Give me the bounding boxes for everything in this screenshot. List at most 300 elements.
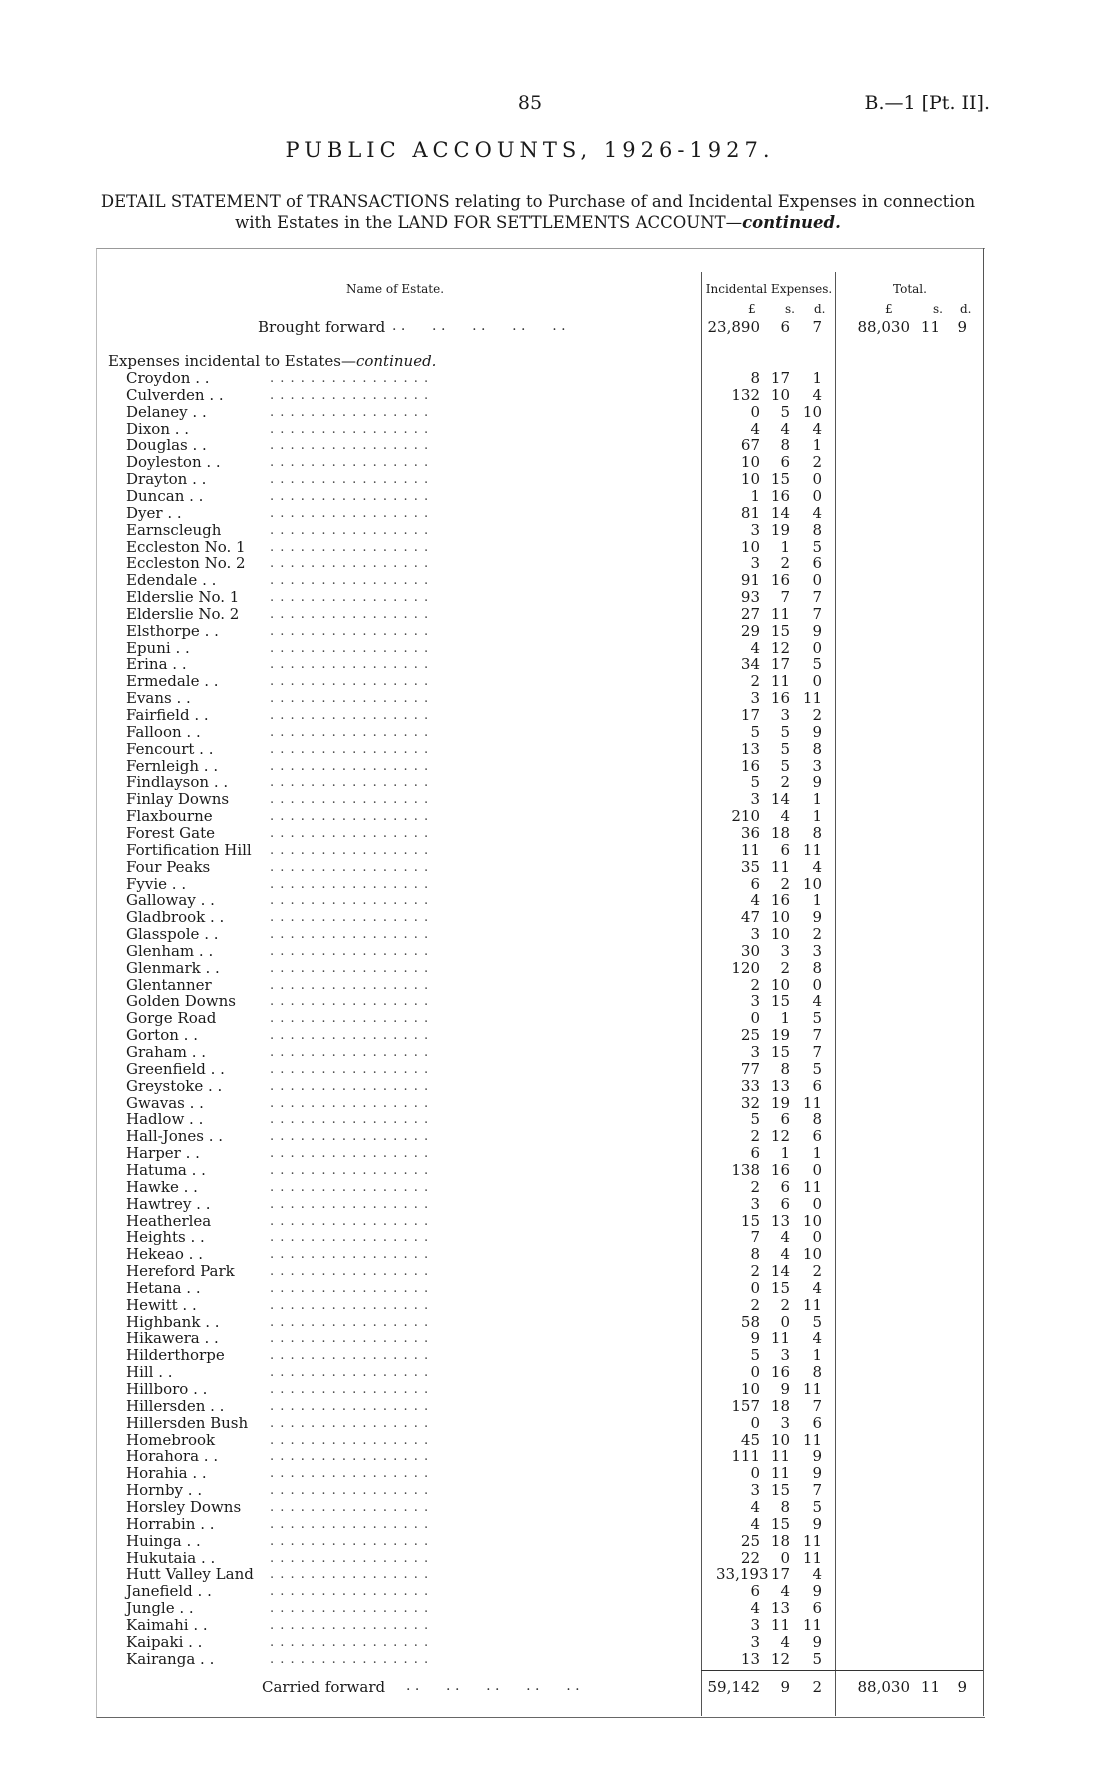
estate-name: Earnscleugh [126,520,222,539]
amount-shillings: 1 [780,1009,790,1028]
amount-pence: 4 [812,1565,822,1584]
estate-name: Huinga . . [126,1531,201,1550]
table-row [0,437,1114,454]
estate-name: Hadlow . . [126,1110,204,1129]
leader-dots: . . . . . . . . . . . . . . . . [270,1331,430,1347]
amount-pence: 6 [812,1413,822,1432]
amount-shillings: 11 [770,1615,790,1634]
carried-forward-total-shillings: 11 [920,1678,940,1696]
unit-shillings-incidental: s. [785,302,795,316]
table-row [0,1280,1114,1297]
amount-pence: 9 [812,1514,822,1533]
amount-shillings: 1 [780,1144,790,1163]
brought-forward-incidental-shillings: 6 [780,318,790,336]
table-row [0,1516,1114,1533]
table-row [0,1162,1114,1179]
estate-name: Evans . . [126,689,191,708]
leader-dots: . . . . . . . . . . . . . . . . [270,505,430,521]
amount-pence: 5 [812,1312,822,1331]
amount-pounds: 10 [740,1380,760,1398]
amount-pounds: 6 [750,1582,760,1601]
carried-forward-total-pounds: 88,030 [857,1678,910,1696]
table-row [0,1061,1114,1078]
amount-shillings: 3 [780,1346,790,1365]
table-row [0,640,1114,657]
estate-name: Eccleston No. 1 [126,537,246,556]
carried-forward-dots: . . . . . . . . . . [406,1678,580,1694]
amount-pounds: 30 [740,941,760,960]
estate-name: Four Peaks [126,857,211,876]
amount-pence: 7 [812,1026,822,1045]
amount-pence: 6 [812,1127,822,1146]
estate-name: Horahia . . [126,1464,207,1483]
estate-name: Hutt Valley Land [126,1565,254,1584]
amount-pence: 10 [802,402,822,421]
table-row [0,454,1114,471]
estate-name: Glasspole . . [126,925,219,944]
estate-name: Hatuma . . [126,1160,206,1179]
leader-dots: . . . . . . . . . . . . . . . . [270,1634,430,1650]
amount-shillings: 8 [780,1059,790,1078]
leader-dots: . . . . . . . . . . . . . . . . [270,1398,430,1414]
table-row [0,960,1114,977]
amount-pounds: 15 [740,1211,760,1230]
estate-name: Jungle . . [126,1599,194,1618]
amount-pence: 3 [812,756,822,775]
leader-dots: . . . . . . . . . . . . . . . . [270,1466,430,1482]
leader-dots: . . . . . . . . . . . . . . . . [270,1516,430,1532]
estate-name: Hikawera . . [126,1329,219,1348]
amount-pence: 5 [812,1059,822,1078]
amount-pounds: 3 [750,1043,760,1061]
leader-dots: . . . . . . . . . . . . . . . . [270,1112,430,1128]
table-row [0,758,1114,775]
leader-dots: . . . . . . . . . . . . . . . . [270,876,430,892]
leader-dots: . . . . . . . . . . . . . . . . [270,1213,430,1229]
amount-pounds: 7 [750,1228,760,1247]
table-row [0,1330,1114,1347]
estate-name: Golden Downs [126,992,236,1011]
amount-pounds: 4 [750,1497,760,1516]
table-row [0,1196,1114,1213]
estate-name: Hewitt . . [126,1295,197,1314]
table-row [0,1229,1114,1246]
amount-pence: 6 [812,1599,822,1618]
amount-shillings: 16 [770,891,790,910]
amount-pounds: 5 [750,773,760,792]
estate-name: Hill . . [126,1363,173,1382]
amount-pounds: 0 [750,1363,760,1382]
estate-name: Horrabin . . [126,1514,215,1533]
amount-shillings: 15 [770,1278,790,1297]
estate-name: Douglas . . [126,436,207,455]
leader-dots: . . . . . . . . . . . . . . . . [270,1179,430,1195]
leader-dots: . . . . . . . . . . . . . . . . [270,590,430,606]
amount-pence: 0 [812,486,822,505]
amount-shillings: 16 [770,571,790,590]
amount-shillings: 10 [770,975,790,994]
estate-name: Hawtrey . . [126,1194,211,1213]
amount-pence: 5 [812,1649,822,1668]
amount-shillings: 4 [780,1632,790,1651]
amount-shillings: 6 [780,453,790,472]
amount-pence: 0 [812,672,822,691]
leader-dots: . . . . . . . . . . . . . . . . [270,1247,430,1263]
section-label: Expenses incidental to Estates— [108,352,356,370]
amount-pence: 11 [802,1295,822,1314]
header-incidental-expenses: Incidental Expenses. [705,282,833,296]
table-row [0,859,1114,876]
table-row [0,1179,1114,1196]
leader-dots: . . . . . . . . . . . . . . . . [270,404,430,420]
amount-pence: 10 [802,874,822,893]
amount-pence: 4 [812,385,822,404]
leader-dots: . . . . . . . . . . . . . . . . [270,1415,430,1431]
table-row [0,1566,1114,1583]
unit-pence-total: d. [960,302,972,316]
estate-name: Gorge Road [126,1009,217,1028]
table-row [0,505,1114,522]
amount-pounds: 81 [740,503,760,522]
estate-name: Falloon . . [126,722,201,741]
table-row [0,1314,1114,1331]
amount-pounds: 4 [750,891,760,910]
amount-pence: 6 [812,554,822,573]
amount-pounds: 4 [750,1599,760,1618]
amount-shillings: 18 [770,823,790,842]
amount-pence: 0 [812,1160,822,1179]
estate-name: Hillboro . . [126,1380,208,1398]
amount-pounds: 210 [731,807,760,826]
leader-dots: . . . . . . . . . . . . . . . . [270,539,430,555]
estate-name: Drayton . . [126,470,207,489]
estate-name: Fyvie . . [126,874,187,893]
table-row [0,404,1114,421]
estate-name: Eccleston No. 2 [126,554,246,573]
amount-shillings: 10 [770,908,790,927]
amount-pence: 7 [812,1396,822,1415]
table-row [0,522,1114,539]
amount-pounds: 9 [750,1329,760,1348]
amount-shillings: 1 [780,537,790,556]
amount-shillings: 7 [780,588,790,607]
amount-shillings: 6 [780,840,790,859]
leader-dots: . . . . . . . . . . . . . . . . [270,842,430,858]
amount-shillings: 11 [770,1464,790,1483]
amount-shillings: 19 [770,1026,790,1045]
amount-pounds: 10 [740,453,760,472]
amount-pence: 1 [812,790,822,809]
estate-name: Homebrook [126,1430,216,1449]
document-reference: B.—1 [Pt. II]. [864,92,990,114]
unit-pounds-total: £ [885,302,893,316]
amount-pounds: 3 [750,992,760,1011]
amount-pence: 0 [812,975,822,994]
amount-shillings: 13 [770,1599,790,1618]
table-row [0,1263,1114,1280]
leader-dots: . . . . . . . . . . . . . . . . [270,657,430,673]
header-total: Total. [893,282,927,296]
brought-forward-incidental-pence: 7 [812,318,822,336]
leader-dots: . . . . . . . . . . . . . . . . [270,943,430,959]
estate-name: Erina . . [126,655,187,674]
amount-pounds: 93 [740,588,760,607]
amount-shillings: 17 [770,655,790,674]
amount-shillings: 2 [780,554,790,573]
amount-pounds: 0 [750,1413,760,1432]
table-row [0,1027,1114,1044]
amount-shillings: 14 [770,790,790,809]
table-row [0,909,1114,926]
brought-forward-total-pence: 9 [957,318,967,336]
carried-forward-label: Carried forward [262,1678,386,1696]
amount-pence: 4 [812,857,822,876]
amount-pence: 1 [812,436,822,455]
table-row [0,1533,1114,1550]
amount-shillings: 4 [780,807,790,826]
amount-pence: 1 [812,369,822,387]
table-row [0,1550,1114,1567]
estate-name: Duncan . . [126,486,204,505]
table-row [0,1634,1114,1651]
section-heading [108,352,436,370]
amount-shillings: 15 [770,1514,790,1533]
leader-dots: . . . . . . . . . . . . . . . . [270,606,430,622]
amount-pence: 6 [812,1076,822,1095]
amount-shillings: 2 [780,958,790,977]
amount-shillings: 16 [770,1363,790,1382]
amount-pence: 11 [802,1177,822,1196]
estate-name: Glenham . . [126,941,214,960]
amount-pounds: 4 [750,1514,760,1533]
amount-shillings: 18 [770,1396,790,1415]
leader-dots: . . . . . . . . . . . . . . . . [270,741,430,757]
amount-pence: 11 [802,1531,822,1550]
leader-dots: . . . . . . . . . . . . . . . . [270,1651,430,1667]
table-row [0,842,1114,859]
amount-shillings: 10 [770,925,790,944]
amount-pounds: 138 [731,1160,760,1179]
amount-pence: 4 [812,992,822,1011]
page-title: PUBLIC ACCOUNTS, 1926-1927. [285,138,775,162]
amount-pence: 7 [812,1043,822,1061]
amount-pounds: 17 [740,706,760,724]
leader-dots: . . . . . . . . . . . . . . . . [270,1011,430,1027]
amount-pence: 8 [812,823,822,842]
amount-pounds: 2 [750,975,760,994]
amount-pounds: 1 [750,486,760,505]
amount-pounds: 3 [750,1194,760,1213]
amount-pence: 9 [812,1632,822,1651]
leader-dots: . . . . . . . . . . . . . . . . [270,1129,430,1145]
leader-dots: . . . . . . . . . . . . . . . . [270,1499,430,1515]
amount-pounds: 25 [740,1026,760,1045]
table-row [0,1347,1114,1364]
table-row [0,1432,1114,1449]
amount-shillings: 2 [780,773,790,792]
estate-name: Hekeao . . [126,1245,203,1264]
amount-shillings: 3 [780,941,790,960]
amount-pence: 8 [812,1363,822,1382]
amount-pence: 4 [812,419,822,438]
amount-pence: 3 [812,941,822,960]
amount-pence: 11 [802,1380,822,1398]
table-row [0,1448,1114,1465]
estate-name: Croydon . . [126,369,210,387]
leader-dots: . . . . . . . . . . . . . . . . [270,1365,430,1381]
amount-pence: 9 [812,1582,822,1601]
table-row [0,1381,1114,1398]
table-row [0,471,1114,488]
estate-name: Hillersden Bush [126,1413,249,1432]
amount-pounds: 2 [750,1262,760,1281]
table-row [0,488,1114,505]
estate-name: Fairfield . . [126,706,209,724]
leader-dots: . . . . . . . . . . . . . . . . [270,1146,430,1162]
amount-pence: 0 [812,638,822,657]
amount-pence: 11 [802,1430,822,1449]
amount-pounds: 0 [750,402,760,421]
leader-dots: . . . . . . . . . . . . . . . . [270,1533,430,1549]
estate-name: Delaney . . [126,402,207,421]
table-row [0,1246,1114,1263]
leader-dots: . . . . . . . . . . . . . . . . [270,1550,430,1566]
amount-pence: 2 [812,453,822,472]
table-row [0,421,1114,438]
estate-name: Fencourt . . [126,739,214,758]
estate-name: Fernleigh . . [126,756,219,775]
amount-pounds: 91 [740,571,760,590]
amount-shillings: 17 [770,369,790,387]
leader-dots: . . . . . . . . . . . . . . . . [270,1348,430,1364]
amount-pounds: 33 [740,1076,760,1095]
amount-shillings: 13 [770,1211,790,1230]
estate-name: Graham . . [126,1043,206,1061]
amount-shillings: 8 [780,436,790,455]
amount-shillings: 10 [770,1430,790,1449]
table-row [0,825,1114,842]
unit-pence-incidental: d. [814,302,826,316]
table-row [0,791,1114,808]
amount-shillings: 16 [770,689,790,708]
estate-name: Fortification Hill [126,840,252,859]
table-row [0,1364,1114,1381]
amount-pence: 2 [812,1262,822,1281]
amount-pence: 9 [812,1464,822,1483]
amount-pounds: 34 [740,655,760,674]
leader-dots: . . . . . . . . . . . . . . . . [270,438,430,454]
amount-shillings: 19 [770,1093,790,1112]
amount-pence: 2 [812,706,822,724]
leader-dots: . . . . . . . . . . . . . . . . [270,708,430,723]
amount-shillings: 2 [780,874,790,893]
amount-pence: 0 [812,1194,822,1213]
amount-pence: 1 [812,891,822,910]
estate-name: Ermedale . . [126,672,219,691]
amount-pence: 1 [812,807,822,826]
estate-name: Forest Gate [126,823,215,842]
amount-pounds: 3 [750,1632,760,1651]
amount-shillings: 0 [780,1548,790,1567]
estate-name: Hukutaia . . [126,1548,216,1567]
leader-dots: . . . . . . . . . . . . . . . . [270,758,430,774]
amount-shillings: 17 [770,1565,790,1584]
table-row [0,1600,1114,1617]
leader-dots: . . . . . . . . . . . . . . . . [270,1483,430,1499]
amount-shillings: 18 [770,1531,790,1550]
estate-name: Dyer . . [126,503,182,522]
amount-pounds: 2 [750,1295,760,1314]
estate-name: Horsley Downs [126,1497,242,1516]
table-row [0,741,1114,758]
section-continued: continued. [355,352,437,370]
amount-shillings: 6 [780,1177,790,1196]
amount-shillings: 4 [780,1228,790,1247]
table-row [0,1482,1114,1499]
amount-pounds: 6 [750,874,760,893]
amount-pounds: 35 [740,857,760,876]
leader-dots: . . . . . . . . . . . . . . . . [270,674,430,690]
estate-name: Flaxbourne [126,807,213,826]
amount-pence: 9 [812,773,822,792]
estate-name: Gorton . . [126,1026,198,1045]
table-row [0,1010,1114,1027]
table-row [0,690,1114,707]
estate-name: Glenmark . . [126,958,220,977]
leader-dots: . . . . . . . . . . . . . . . . [270,809,430,825]
amount-shillings: 0 [780,1312,790,1331]
amount-pounds: 36 [740,823,760,842]
amount-shillings: 5 [780,722,790,741]
amount-pence: 7 [812,604,822,623]
table-row [0,1651,1114,1668]
estate-name: Galloway . . [126,891,215,910]
amount-shillings: 5 [780,756,790,775]
amount-pounds: 2 [750,1177,760,1196]
estate-name: Glentanner [126,975,212,994]
amount-shillings: 10 [770,385,790,404]
amount-pounds: 11 [740,840,760,859]
amount-shillings: 15 [770,470,790,489]
amount-shillings: 3 [780,706,790,724]
leader-dots: . . . . . . . . . . . . . . . . [270,1045,430,1060]
carried-forward-incidental-shillings: 9 [780,1678,790,1696]
amount-pounds: 29 [740,621,760,640]
amount-pounds: 67 [740,436,760,455]
table-row [0,1095,1114,1112]
leader-dots: . . . . . . . . . . . . . . . . [270,859,430,875]
estate-name: Dixon . . [126,419,190,438]
amount-shillings: 12 [770,1649,790,1668]
unit-shillings-total: s. [933,302,943,316]
estate-name: Doyleston . . [126,453,221,472]
table-row [0,589,1114,606]
amount-shillings: 16 [770,486,790,505]
amount-pounds: 120 [731,958,760,977]
estate-name: Hilderthorpe [126,1346,225,1365]
estate-name: Findlayson . . [126,773,229,792]
leader-dots: . . . . . . . . . . . . . . . . [270,556,430,572]
amount-shillings: 15 [770,1481,790,1500]
amount-pence: 5 [812,537,822,556]
estate-name: Elderslie No. 2 [126,604,240,623]
amount-shillings: 14 [770,1262,790,1281]
carried-forward-incidental-pence: 2 [812,1678,822,1696]
table-row [0,1128,1114,1145]
amount-pounds: 10 [740,470,760,489]
estate-name: Finlay Downs [126,790,230,809]
amount-shillings: 4 [780,1582,790,1601]
